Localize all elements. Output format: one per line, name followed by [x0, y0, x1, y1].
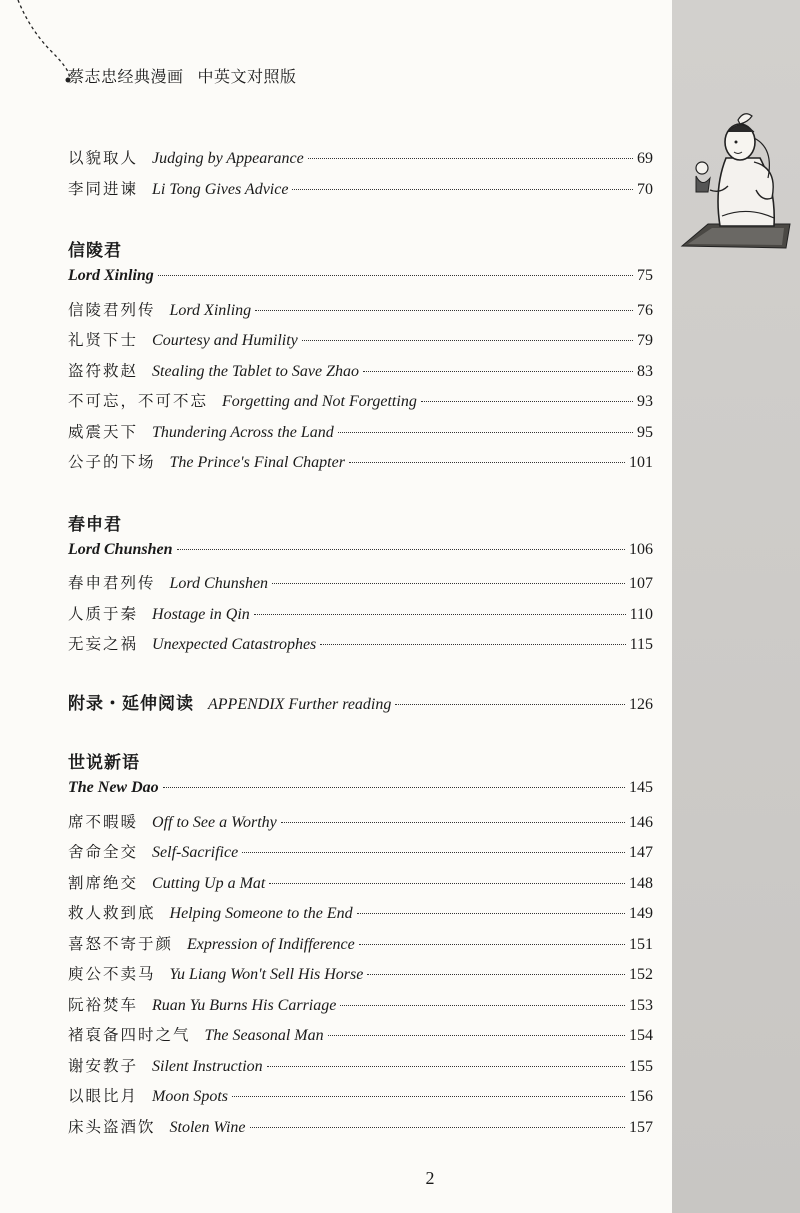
entry-title-en: Ruan Yu Burns His Carriage	[152, 996, 337, 1014]
dot-leader	[232, 1096, 625, 1097]
toc-entry	[68, 146, 653, 177]
appendix-entry	[68, 689, 653, 720]
entry-page: 95	[637, 423, 653, 441]
dot-leader	[250, 1127, 626, 1128]
appendix-title-cn: 附录・延伸阅读	[68, 693, 194, 714]
entry-title-en: Yu Liang Won't Sell His Horse	[169, 966, 364, 983]
entry-page: 155	[629, 1057, 653, 1075]
entry-title-en: Courtesy and Humility	[152, 332, 298, 349]
dot-leader	[267, 1066, 625, 1067]
appendix-page: 126	[629, 695, 653, 713]
toc-entry	[68, 1115, 653, 1146]
dot-leader	[338, 432, 633, 433]
entry-page: 70	[637, 180, 653, 198]
toc-entry	[68, 1084, 653, 1115]
entry-page: 110	[629, 605, 653, 623]
entry-title-cn: 不可忘，不可不忘	[68, 392, 209, 410]
dot-leader	[359, 944, 625, 945]
entry-page: 93	[637, 393, 653, 410]
section-title: 信陵君	[68, 241, 122, 261]
book-header	[68, 64, 297, 87]
entry-title-en: Off to See a Worthy	[152, 813, 277, 831]
entry-title-cn: 席不暇暖	[68, 812, 139, 831]
toc-entry	[68, 810, 653, 841]
entry-title-en: Judging by Appearance	[152, 150, 304, 167]
entry-page: 156	[629, 1088, 653, 1105]
entry-title-cn: 李同进谏	[68, 179, 139, 198]
entry-page: 148	[629, 874, 653, 892]
header-subtitle: 中英文对照版	[197, 67, 297, 86]
toc-entry	[68, 602, 653, 633]
dot-leader	[255, 310, 633, 311]
toc-entry	[68, 328, 653, 359]
entry-page: 147	[629, 844, 653, 861]
dot-leader	[363, 371, 633, 372]
dot-leader	[357, 913, 625, 914]
toc-entry	[68, 571, 653, 602]
dot-leader	[308, 158, 633, 159]
entry-page: 145	[629, 779, 653, 796]
toc-entry	[68, 1023, 653, 1054]
dot-leader	[177, 549, 626, 550]
toc-entry	[68, 420, 653, 451]
entry-title-cn: 威震天下	[68, 422, 139, 441]
entry-title-en: Lord Chunshen	[169, 575, 269, 592]
entry-title-en: Lord Xinling	[68, 267, 154, 284]
entry-page: 149	[629, 905, 653, 922]
entry-title-en: Forgetting and Not Forgetting	[222, 393, 417, 410]
entry-page: 101	[629, 454, 653, 471]
entry-title-cn: 以眼比月	[68, 1087, 139, 1105]
section-title: 世说新语	[68, 753, 140, 773]
entry-title-en: Cutting Up a Mat	[152, 874, 266, 892]
entry-page: 115	[629, 636, 653, 653]
entry-title-en: Unexpected Catastrophes	[152, 636, 317, 653]
entry-page: 79	[637, 332, 653, 349]
dot-leader	[281, 822, 625, 823]
entry-title-cn: 公子的下场	[68, 453, 156, 471]
entry-page: 106	[629, 540, 653, 558]
entry-page: 146	[629, 813, 653, 831]
dot-leader	[349, 462, 625, 463]
entry-title-en: Silent Instruction	[152, 1057, 263, 1075]
entry-title-cn: 舍命全交	[68, 843, 139, 861]
entry-title-en: The Seasonal Man	[204, 1027, 324, 1044]
dot-leader	[269, 883, 625, 884]
entry-page: 157	[629, 1118, 653, 1136]
entry-page: 83	[637, 362, 653, 380]
entry-title-cn: 无妄之祸	[68, 635, 139, 653]
toc-entry	[68, 177, 653, 208]
entry-page: 76	[637, 301, 653, 319]
entry-title-en: Lord Xinling	[169, 301, 252, 319]
header-title: 蔡志忠经典漫画	[68, 67, 184, 86]
entry-title-cn: 割席绝交	[68, 873, 139, 892]
entry-title-en: Stolen Wine	[169, 1118, 246, 1136]
entry-title-en: Thundering Across the Land	[152, 423, 334, 441]
dot-leader	[242, 852, 625, 853]
entry-title-cn: 床头盗酒饮	[68, 1117, 156, 1136]
entry-title-cn: 褚裒备四时之气	[68, 1026, 191, 1044]
toc-entry	[68, 632, 653, 663]
toc-entry	[68, 962, 653, 993]
entry-title-cn: 人质于秦	[68, 604, 139, 623]
entry-title-en: Hostage in Qin	[152, 605, 250, 623]
entry-title-cn: 谢安教子	[68, 1056, 139, 1075]
toc-entry	[68, 901, 653, 932]
dot-leader	[292, 189, 633, 190]
entry-title-en: Helping Someone to the End	[169, 905, 353, 922]
entry-title-cn: 春申君列传	[68, 574, 156, 592]
entry-title-cn: 庾公不卖马	[68, 965, 156, 983]
entry-title-en: Self-Sacrifice	[152, 844, 239, 861]
entry-page: 153	[629, 996, 653, 1014]
entry-title-cn: 阮裕焚车	[68, 995, 139, 1014]
toc-entry	[68, 298, 653, 329]
entry-title-en: Stealing the Tablet to Save Zhao	[152, 362, 359, 380]
entry-title-cn: 救人救到底	[68, 904, 156, 922]
entry-title-cn: 信陵君列传	[68, 300, 156, 319]
toc-entry	[68, 450, 653, 481]
dot-leader	[254, 614, 626, 615]
dot-leader	[421, 401, 633, 402]
entry-title-en: The New Dao	[68, 779, 159, 796]
dot-leader	[302, 340, 633, 341]
entry-page: 75	[637, 267, 653, 284]
entry-page: 154	[629, 1027, 653, 1044]
toc-entry	[68, 389, 653, 420]
entry-title-cn: 以貌取人	[68, 149, 139, 167]
dot-leader	[340, 1005, 625, 1006]
dot-leader	[328, 1035, 625, 1036]
toc-entry	[68, 932, 653, 963]
dot-leader	[367, 974, 625, 975]
toc-entry	[68, 359, 653, 390]
entry-title-en: Lord Chunshen	[68, 540, 173, 558]
entry-title-cn: 喜怒不寄于颜	[68, 934, 174, 953]
table-of-contents	[68, 146, 653, 1145]
dot-leader	[272, 583, 625, 584]
entry-title-en: The Prince's Final Chapter	[169, 454, 345, 471]
entry-page: 69	[637, 150, 653, 167]
toc-entry	[68, 871, 653, 902]
section-title: 春申君	[68, 514, 122, 535]
dot-leader	[320, 644, 625, 645]
dot-leader	[163, 787, 625, 788]
toc-main-entry	[68, 541, 653, 572]
dot-leader	[158, 275, 633, 276]
toc-main-entry	[68, 267, 653, 298]
entry-title-en: Expression of Indifference	[187, 935, 355, 953]
toc-entry	[68, 840, 653, 871]
toc-main-entry	[68, 779, 653, 810]
cartoon-sage-illustration	[678, 98, 796, 258]
entry-page: 152	[629, 966, 653, 983]
entry-title-cn: 礼贤下士	[68, 331, 139, 349]
appendix-title-en: APPENDIX Further reading	[208, 695, 392, 713]
entry-title-cn: 盗符救赵	[68, 361, 139, 380]
dot-leader	[395, 704, 625, 705]
toc-entry	[68, 1054, 653, 1085]
toc-entry	[68, 993, 653, 1024]
entry-title-en: Moon Spots	[152, 1088, 229, 1105]
entry-page: 151	[629, 935, 653, 953]
entry-title-en: Li Tong Gives Advice	[152, 180, 289, 198]
entry-page: 107	[629, 575, 653, 592]
page-number: 2	[425, 1168, 435, 1188]
